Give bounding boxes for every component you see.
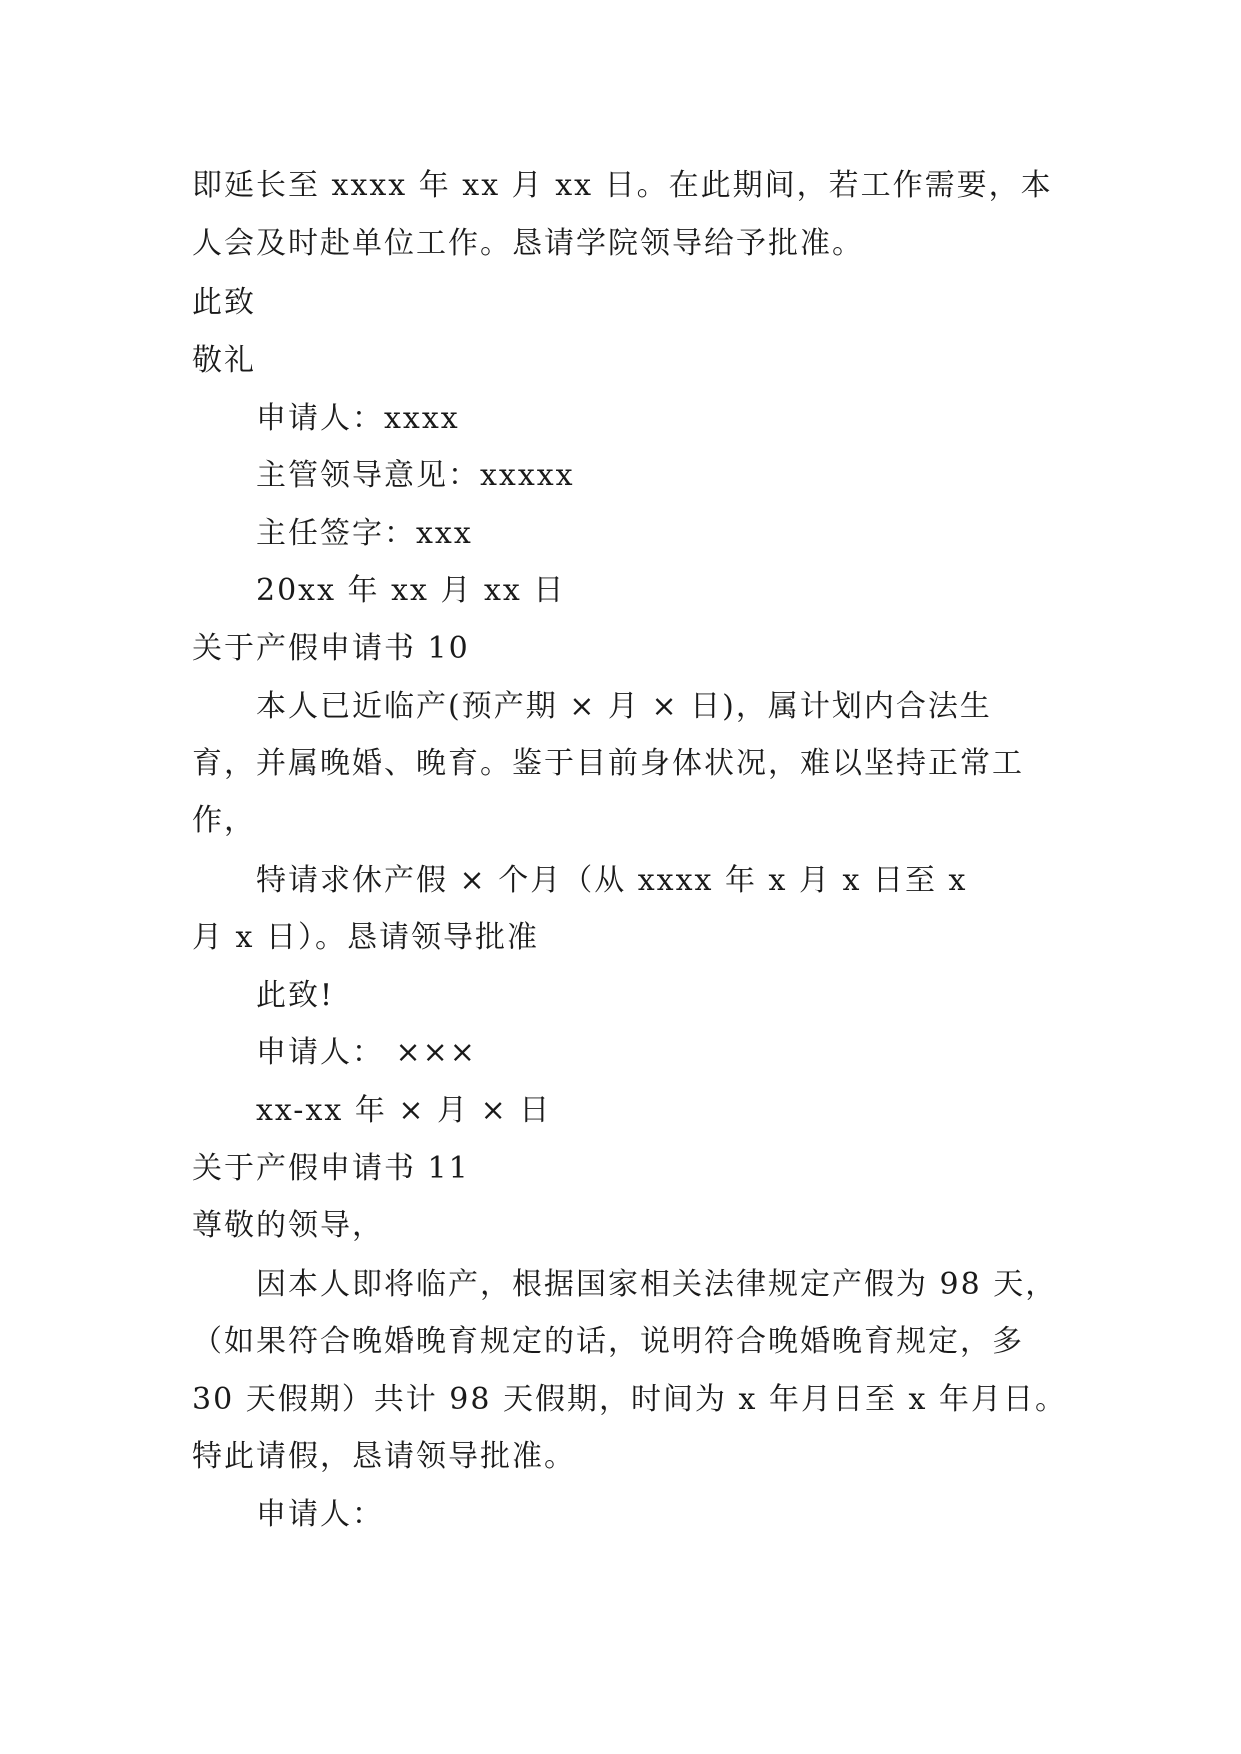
section-title: 关于产假申请书 11 <box>192 1151 470 1186</box>
closing-line: 此致! <box>256 978 335 1013</box>
section-title: 关于产假申请书 10 <box>192 631 470 666</box>
applicant-line: 申请人： ××× <box>256 1035 477 1070</box>
paragraph-line: 作， <box>192 803 256 838</box>
closing-line: 此致 <box>192 285 256 320</box>
paragraph-line: 育，并属晚婚、晚育。鉴于目前身体状况，难以坚持正常工 <box>192 746 1024 781</box>
paragraph-line: 特此请假，恳请领导批准。 <box>192 1439 576 1474</box>
supervisor-opinion-line: 主管领导意见：xxxxx <box>256 458 575 493</box>
applicant-line: 申请人：xxxx <box>256 401 460 436</box>
salutation-line: 尊敬的领导， <box>192 1208 384 1243</box>
paragraph-line: 30 天假期）共计 98 天假期，时间为 x 年月日至 x 年月日。 <box>192 1382 1067 1417</box>
paragraph-line: 本人已近临产(预产期 × 月 × 日)，属计划内合法生 <box>256 689 992 724</box>
director-signature-line: 主任签字：xxx <box>256 516 473 551</box>
paragraph-line: 人会及时赴单位工作。恳请学院领导给予批准。 <box>192 226 864 261</box>
closing-line: 敬礼 <box>192 343 256 378</box>
date-line: xx-xx 年 × 月 × 日 <box>256 1093 552 1128</box>
paragraph-line: 月 x 日）。恳请领导批准 <box>192 920 539 955</box>
paragraph-line: （如果符合晚婚晚育规定的话，说明符合晚婚晚育规定，多 <box>192 1324 1024 1359</box>
paragraph-line: 即延长至 xxxx 年 xx 月 xx 日。在此期间，若工作需要，本 <box>192 168 1053 203</box>
applicant-line: 申请人： <box>256 1497 384 1532</box>
date-line: 20xx 年 xx 月 xx 日 <box>256 573 566 608</box>
paragraph-line: 特请求休产假 × 个月（从 xxxx 年 x 月 x 日至 x <box>256 863 968 898</box>
paragraph-line: 因本人即将临产，根据国家相关法律规定产假为 98 天， <box>256 1267 1058 1302</box>
